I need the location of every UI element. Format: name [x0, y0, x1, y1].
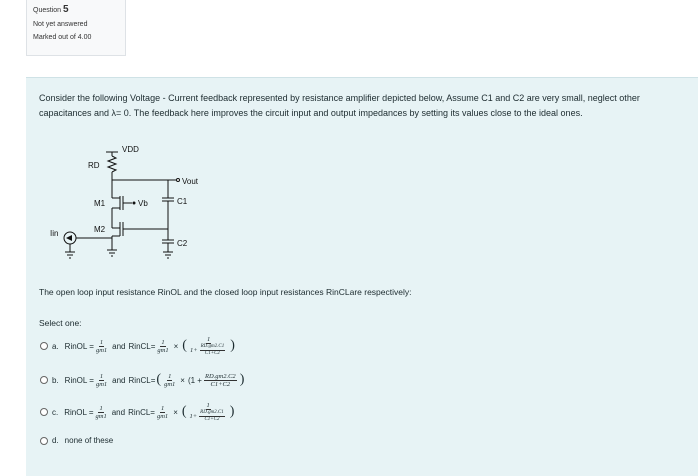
- radio-c[interactable]: [40, 408, 48, 416]
- vdd-label: VDD: [122, 145, 139, 154]
- iin-label: Iin: [50, 229, 59, 238]
- question-info: [26, 0, 126, 56]
- select-one-label: Select one:: [39, 318, 82, 328]
- vout-label: Vout: [182, 177, 199, 186]
- question-prompt: The open loop input resistance RinOL and the closed loop input resistances RinCLare respectively:: [39, 287, 412, 297]
- m2-label: M2: [94, 225, 106, 234]
- question-number: Question 5: [33, 4, 69, 15]
- vout-node: [177, 179, 180, 182]
- question-text: Consider the following Voltage - Current feedback represented by resistance amplifier depicted below, Assume C1 and C2 are very small, neglect other capacitances and λ= 0. The feedback here improves the circuit input and output impedances by setting its values close to the ideal ones.: [39, 93, 640, 118]
- option-b[interactable]: b. RinOL = $\frac{1}{gm1}$ and RinCL= ( $\frac{1}{gm1}$ × (1 + $\frac{RD.gm2.C2}{C1+C2}$ ): [40, 372, 245, 388]
- circuit-diagram: [50, 140, 220, 275]
- question-marks: Marked out of 4.00: [33, 34, 92, 41]
- option-a[interactable]: a. RinOL = $\frac{1}{gm1}$ and RinCL= $\frac{1}{gm1}$ × ( 1 1+ $\frac{RD.gm2.C1}{C1+C2}$ ): [40, 336, 236, 356]
- radio-d[interactable]: [40, 437, 48, 445]
- option-c[interactable]: c. RinOL = $\frac{1}{gm1}$ and RinCL= $\frac{1}{gm1}$ × ( 1 1+ $\frac{RD.gm2.C1}{C1+C2}$ ): [40, 402, 235, 422]
- question-status: Not yet answered: [33, 21, 88, 28]
- c1-label: C1: [177, 197, 188, 206]
- c2-label: C2: [177, 239, 188, 248]
- m1-label: M1: [94, 199, 106, 208]
- radio-a[interactable]: [40, 342, 48, 350]
- radio-b[interactable]: [40, 376, 48, 384]
- rd-label: RD: [88, 161, 100, 170]
- vb-node: [133, 202, 136, 205]
- vb-label: Vb: [138, 199, 148, 208]
- option-d[interactable]: d. none of these: [40, 436, 113, 445]
